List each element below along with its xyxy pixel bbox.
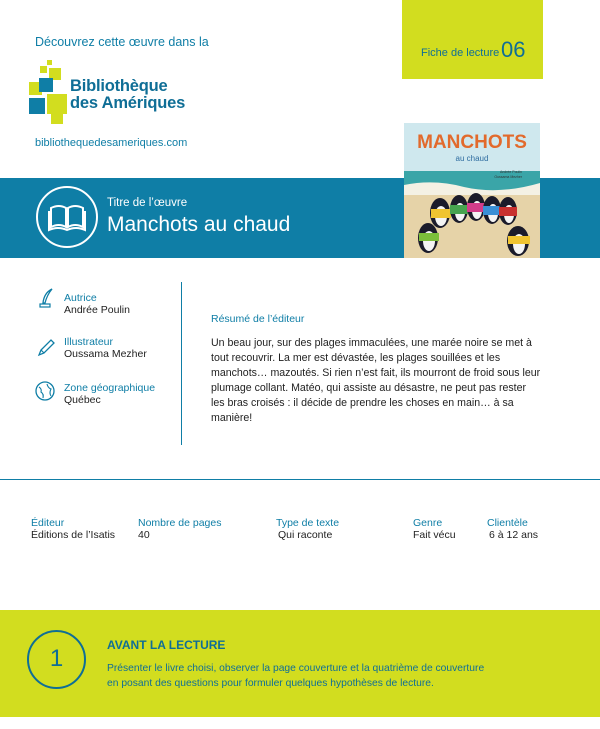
- globe-icon: [34, 380, 56, 402]
- logo-line-2: des Amériques: [70, 94, 186, 112]
- cover-title-2: au chaud: [455, 154, 489, 163]
- title-label: Titre de l’œuvre: [107, 197, 188, 209]
- book-icon: [36, 186, 98, 248]
- book-title: Manchots au chaud: [107, 213, 291, 236]
- genre-label: Genre: [413, 517, 443, 529]
- author-value: Andrée Poulin: [64, 304, 130, 316]
- zone-label: Zone géographique: [64, 382, 156, 394]
- library-logo-text: [70, 78, 185, 112]
- fiche-label: Fiche de lecture: [421, 47, 500, 59]
- resume-label: Résumé de l’éditeur: [211, 313, 305, 325]
- type-label: Type de texte: [276, 517, 340, 529]
- editeur-value: Éditions de l’Isatis: [31, 529, 116, 541]
- illustrator-value: Oussama Mezher: [64, 348, 147, 360]
- column-divider: [181, 282, 182, 445]
- discover-text: Découvrez cette œuvre dans la: [35, 35, 209, 49]
- clientele-label: Clientèle: [487, 517, 528, 529]
- zone-value: Québec: [64, 394, 101, 406]
- logo-line-1: Bibliothèque: [70, 77, 168, 95]
- website-link[interactable]: bibliothequedesameriques.com: [35, 137, 188, 149]
- cover-illustrator: Oussama Mezher: [494, 175, 522, 179]
- author-label: Autrice: [64, 292, 97, 304]
- quill-icon: [36, 287, 58, 309]
- pages-label: Nombre de pages: [138, 517, 222, 529]
- editeur-label: Éditeur: [31, 517, 65, 529]
- cover-title-1: MANCHOTS: [417, 132, 527, 153]
- step-number: 1: [27, 630, 86, 689]
- pages-value: 40: [138, 529, 150, 541]
- avant-title: AVANT LA LECTURE: [107, 638, 226, 652]
- avant-text: Présenter le livre choisi, observer la page couverture et la quatrième de couverture en posant des questions pour formuler quelques hypothèses de lecture.: [107, 663, 485, 689]
- book-cover-image: [404, 123, 540, 258]
- section-divider: [0, 479, 600, 480]
- cover-author: Andrée Poulin: [500, 170, 522, 174]
- illustrator-label: Illustrateur: [64, 336, 114, 348]
- clientele-value: 6 à 12 ans: [489, 529, 539, 541]
- type-value: Qui raconte: [278, 529, 333, 541]
- resume-text: Un beau jour, sur des plages immaculées, une marée noire se met à tout recouvrir. La mer est dévastée, les plages souillées et les manchots… mazoutés. Si rien n’est fait, ils mourront de froid sous leur plumage collant. Matéo, qui assiste au désastre, ne peut pas rester les bras croisés : il décide de prendre les choses en main… à sa manière!: [211, 337, 541, 424]
- fiche-number: 06: [501, 37, 526, 62]
- genre-value: Fait vécu: [413, 529, 456, 541]
- pencil-icon: [35, 337, 57, 359]
